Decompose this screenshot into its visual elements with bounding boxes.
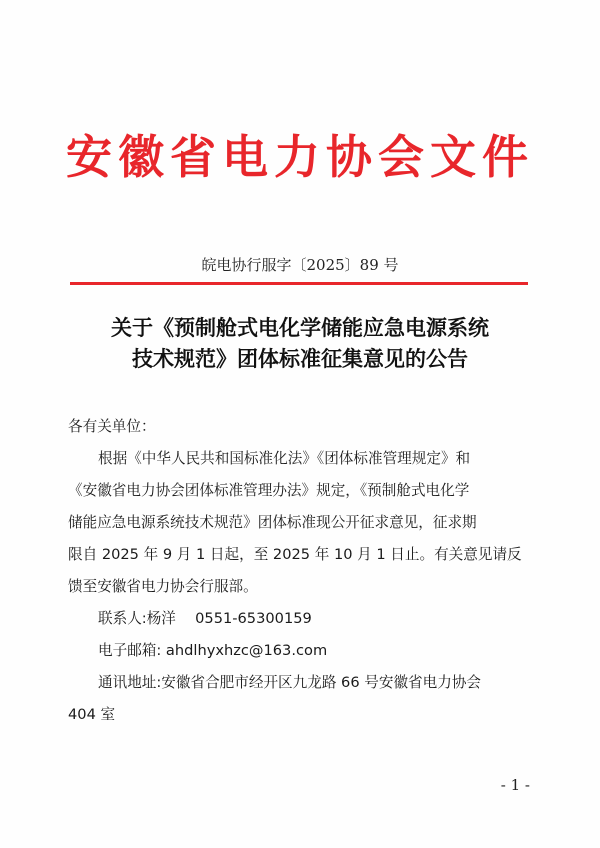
contact-email: 电子邮箱: ahdlhyxhzc@163.com: [98, 642, 328, 659]
salutation: 各有关单位：: [68, 418, 156, 435]
mailing-address-continued: 404 室: [68, 706, 116, 723]
notice-title-line-1: 关于《预制舱式电化学储能应急电源系统: [111, 316, 489, 340]
body-paragraph-line: 馈至安徽省电力协会行服部。: [68, 578, 258, 595]
body-paragraph-line: 根据《中华人民共和国标准化法》《团体标准管理规定》和: [98, 450, 471, 467]
document-number: 皖电协行服字〔2025〕89 号: [201, 256, 399, 274]
body-paragraph-line: 储能应急电源系统技术规范》团体标准现公开征求意见，征求期: [68, 514, 477, 531]
notice-title-line-2: 技术规范》团体标准征集意见的公告: [132, 347, 468, 371]
page-number: - 1 -: [500, 776, 530, 794]
org-header-title: 安徽省电力协会文件: [66, 130, 534, 184]
body-paragraph-line: 《安徽省电力协会团体标准管理办法》规定，《预制舱式电化学: [68, 482, 470, 499]
body-paragraph-line: 限自 2025 年 9 月 1 日起，至 2025 年 10 月 1 日止。有关意见请反: [68, 546, 522, 563]
red-divider-line: [70, 282, 528, 285]
mailing-address: 通讯地址:安徽省合肥市经开区九龙路 66 号安徽省电力协会: [98, 674, 482, 691]
notice-body: [68, 411, 530, 731]
notice-title: [60, 313, 540, 375]
contact-person: 联系人:杨洋 0551-65300159: [98, 610, 312, 627]
